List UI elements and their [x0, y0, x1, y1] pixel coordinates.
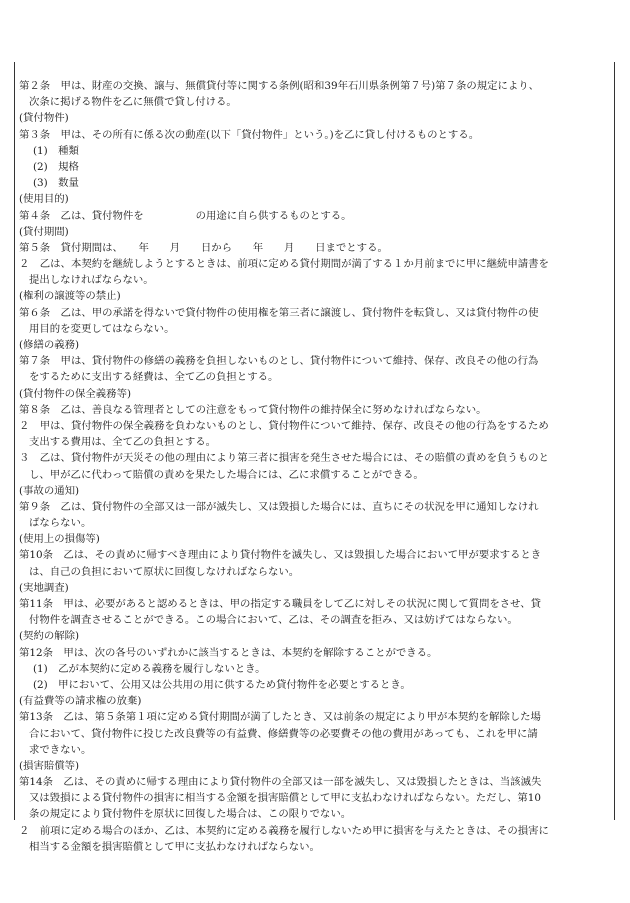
- text-line: 第５条 貸付期間は、 年 月 日から 年 月 日までとする。: [19, 241, 388, 254]
- text-line: (2) 規格: [33, 160, 79, 173]
- text-line: (3) 数量: [33, 177, 79, 190]
- text-line: (1) 乙が本契約に定める義務を履行しないとき。: [33, 662, 266, 675]
- text-line: し、甲が乙に代わって賠償の責めを果たした場合には、乙に求償することができる。: [29, 468, 424, 481]
- text-line: 第11条 甲は、必要があると認めるときは、甲の指定する職員をして乙に対しその状況に関して質問をさせ、貸: [19, 598, 542, 610]
- article-heading: (実地調査): [19, 581, 69, 594]
- article-heading: (貸付物件): [19, 112, 69, 125]
- text-line: 第10条 乙は、その責めに帰すべき理由により貸付物件を滅失し、又は毀損した場合において甲が要求するとき: [19, 549, 542, 562]
- text-line: ２ 前項に定める場合のほか、乙は、本契約に定める義務を履行しないため甲に損害を与えたときは、その損害に: [19, 824, 549, 837]
- text-line: 第９条 乙は、貸付物件の全部又は一部が滅失し、又は毀損した場合には、直ちにその状況を甲に通知しなけれ: [19, 500, 539, 513]
- article-heading: (修繕の義務): [19, 339, 80, 351]
- text-line: 又は毀損による貸付物件の損害に相当する金額を損害賠償として甲に支払わなければならない。ただし、第10: [29, 792, 541, 805]
- text-line: 第13条 乙は、第５条第１項に定める貸付期間が満了したとき、又は前条の規定により甲が本契約を解除した場: [19, 711, 541, 724]
- text-line: 第14条 乙は、その責めに帰する理由により貸付物件の全部又は一部を滅失し、又は毀損したときは、当該滅失: [19, 776, 542, 789]
- text-line: 合において、貸付物件に投じた改良費等の有益費、修繕費等の必要費その他の費用があっても、これを甲に請: [29, 727, 538, 740]
- article-heading: (事故の通知): [19, 484, 80, 497]
- text-line: 提出しなければならない。: [29, 274, 154, 287]
- text-line: ２ 乙は、本契約を継続しようとするときは、前項に定める貸付期間が満了する１か月前までに甲に継続申請書を: [19, 258, 549, 271]
- text-line: (2) 甲において、公用又は公共用の用に供するため貸付物件を必要とするとき。: [33, 678, 411, 691]
- text-line: は、自己の負担において原状に回復しなければならない。: [29, 565, 300, 578]
- article-heading: (損害賠償等): [19, 759, 80, 772]
- article-heading: (貸付物件の保全義務等): [19, 387, 132, 400]
- text-line: 支出する費用は、全て乙の負担とする。: [29, 436, 217, 449]
- text-line: 第２条 甲は、財産の交換、譲与、無償貸付等に関する条例(昭和39年石川県条例第７号)第７条の規定により、: [19, 80, 540, 92]
- article-heading: (貸付期間): [19, 225, 69, 238]
- article-heading: (使用上の損傷等): [19, 533, 100, 546]
- text-line: 第６条 乙は、甲の承諾を得ないで貸付物件の使用権を第三者に譲渡し、貸付物件を転貸し、又は貸付物件の使: [19, 306, 539, 319]
- article-heading: (使用目的): [19, 193, 69, 206]
- text-line: ２ 甲は、貸付物件の保全義務を負わないものとし、貸付物件について維持、保存、改良その他の行為をするため: [19, 419, 549, 432]
- text-line: をするために支出する経費は、全て乙の負担とする。: [29, 371, 279, 384]
- text-line: (1) 種類: [33, 144, 79, 157]
- article-heading: (有益費等の請求権の放棄): [19, 695, 142, 708]
- text-line: ばならない。: [29, 517, 92, 530]
- text-line: 第３条 甲は、その所有に係る次の動産(以下「貸付物件」という。)を乙に貸し付けるものとする。: [19, 128, 480, 141]
- article-heading: (契約の解除): [19, 630, 80, 643]
- contract-body: [19, 78, 613, 855]
- text-line: 付物件を調査させることができる。この場合において、乙は、その調査を拒み、又は妨げてはならない。: [29, 614, 518, 627]
- text-line: 次条に掲げる物件を乙に無償で貸し付ける。: [29, 96, 237, 109]
- text-line: 用目的を変更してはならない。: [29, 322, 175, 335]
- text-line: 第４条 乙は、貸付物件を の用途に自ら供するものとする。: [19, 209, 352, 222]
- text-line: ３ 乙は、貸付物件が天災その他の理由により第三者に損害を発生させた場合には、その賠償の責めを負うものと: [19, 452, 549, 465]
- text-line: 相当する金額を損害賠償として甲に支払わなければならない。: [29, 840, 320, 853]
- article-heading: (権利の譲渡等の禁止): [19, 290, 121, 303]
- text-line: 求できない。: [29, 743, 92, 756]
- text-line: 第12条 甲は、次の各号のいずれかに該当するときは、本契約を解除することができる。: [19, 646, 438, 659]
- text-line: 第８条 乙は、善良なる管理者としての注意をもって貸付物件の維持保全に努めなければならない。: [19, 403, 487, 416]
- text-line: 第７条 甲は、貸付物件の修繕の義務を負担しないものとし、貸付物件について維持、保存、改良その他の行為: [19, 355, 539, 368]
- text-line: 条の規定により貸付物件を原状に回復した場合は、この限りでない。: [29, 808, 352, 821]
